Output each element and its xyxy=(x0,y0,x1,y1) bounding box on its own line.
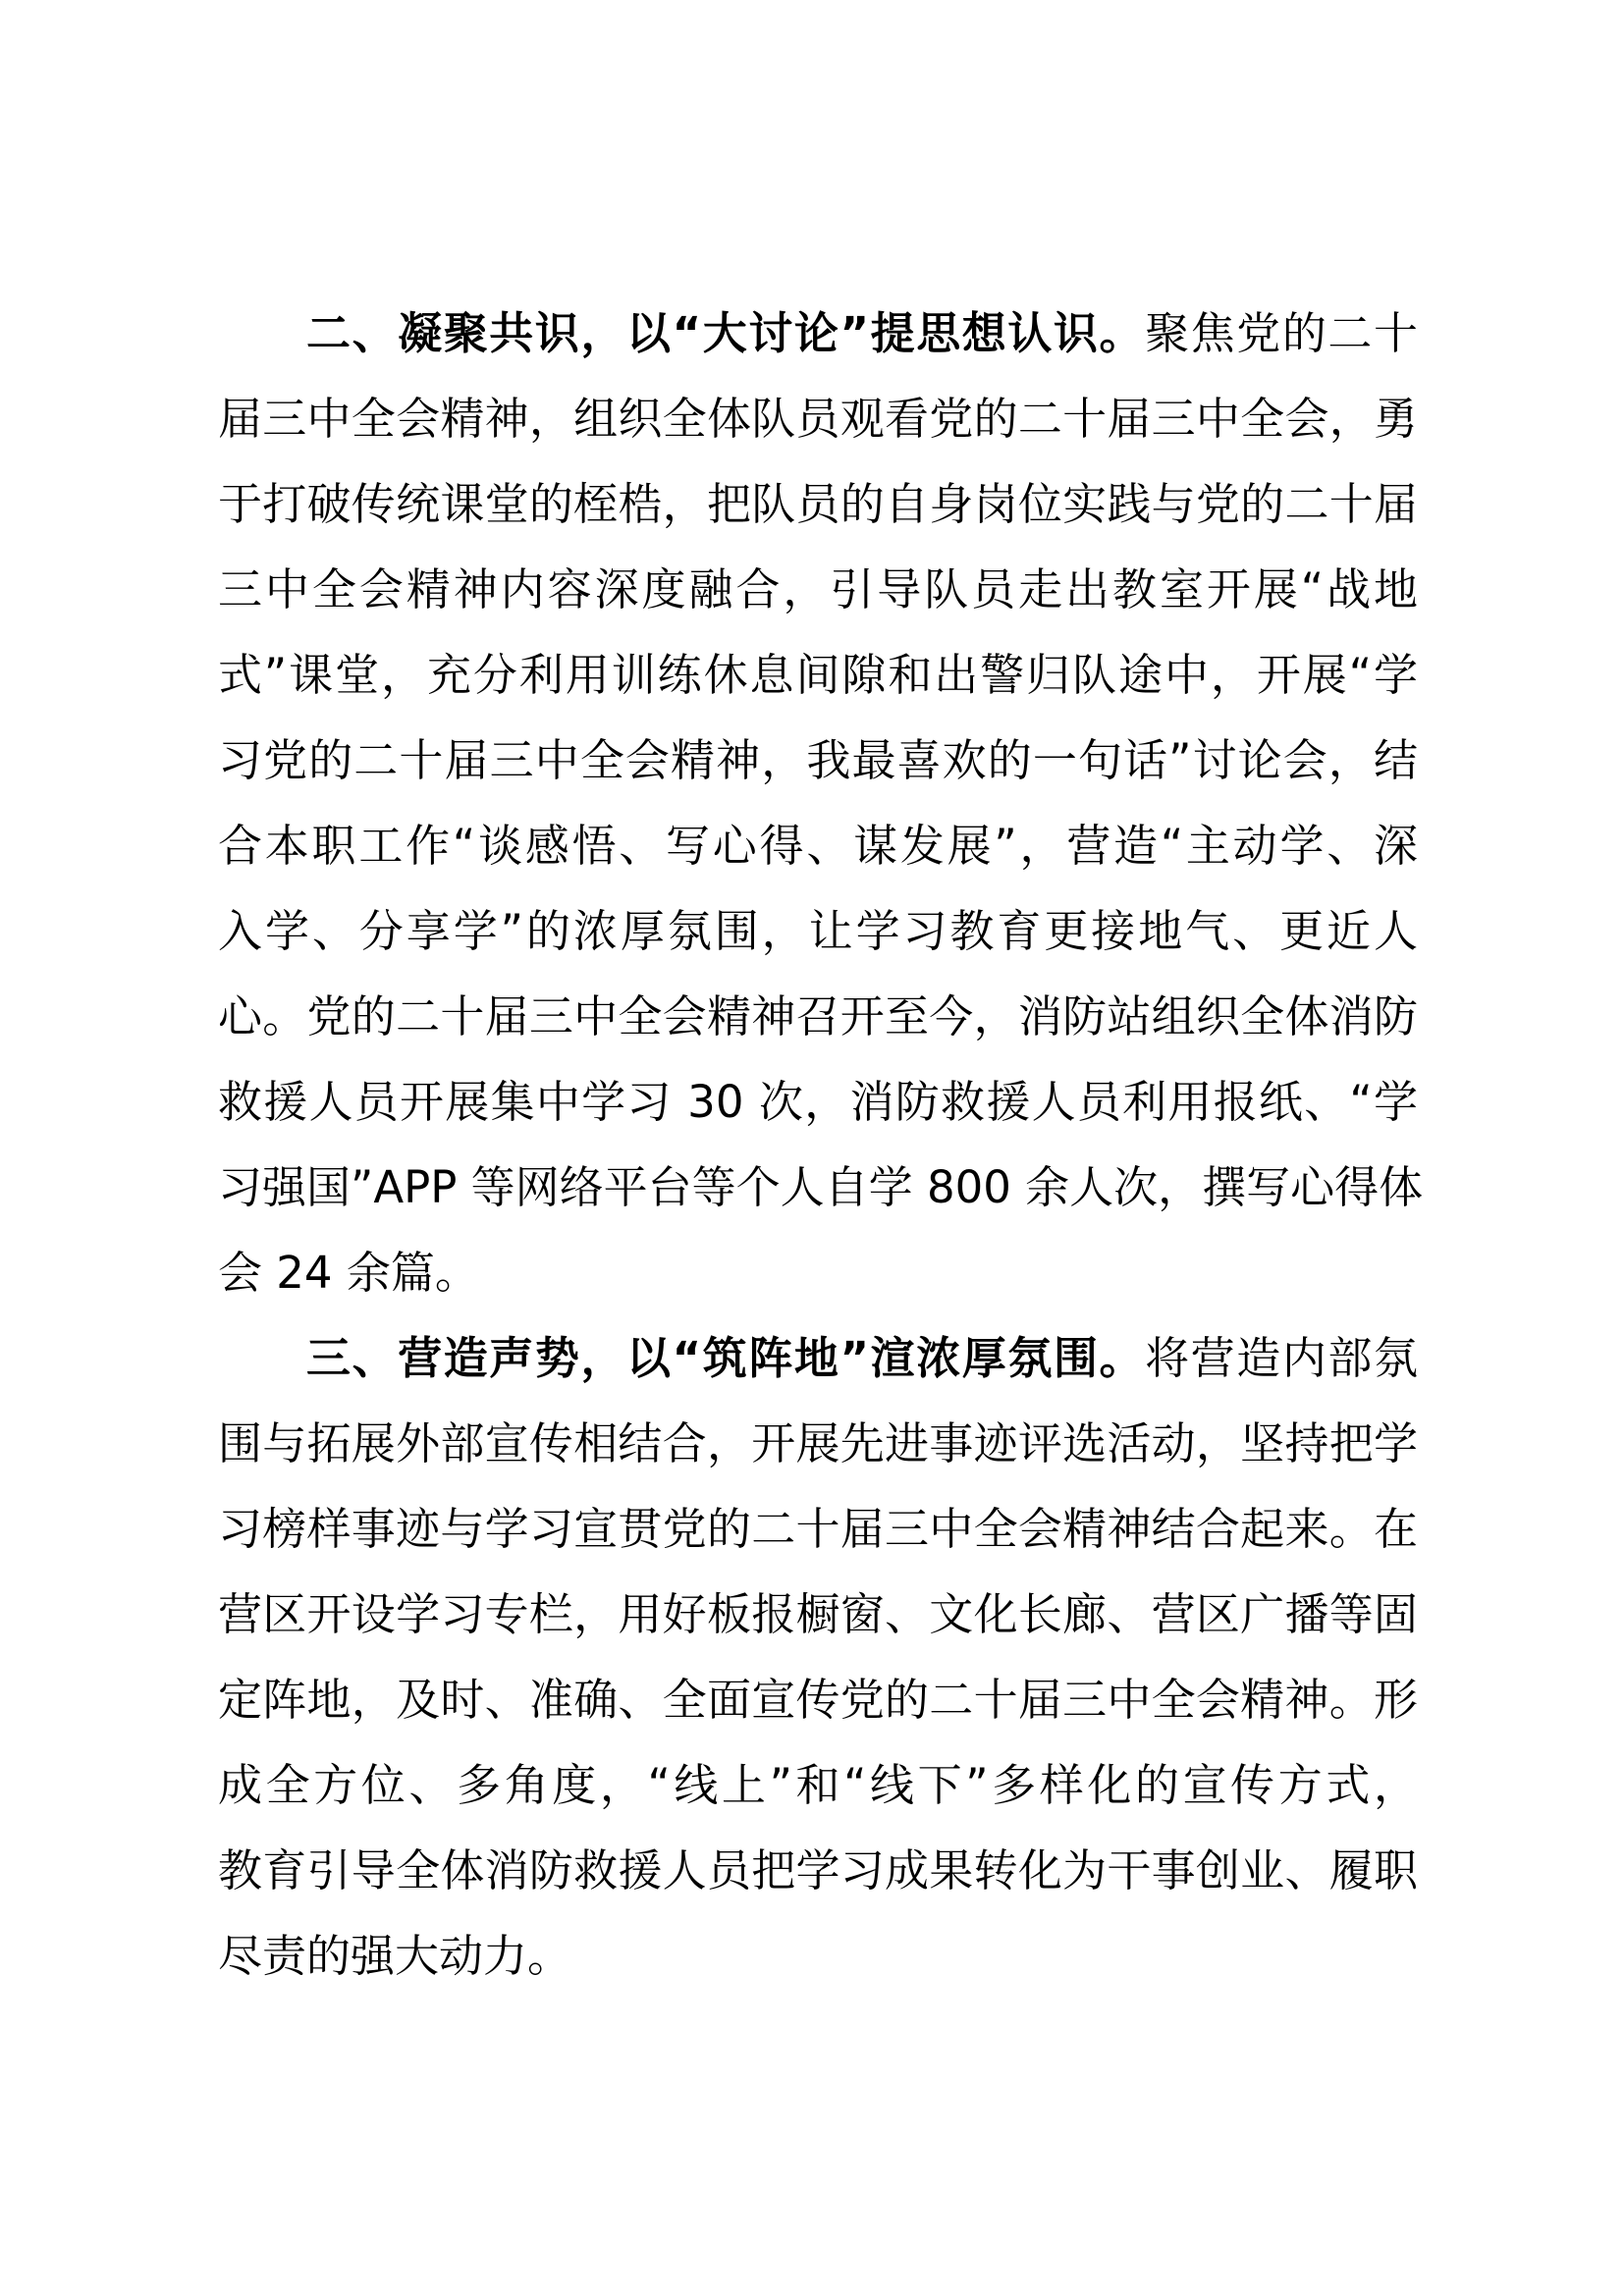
paragraph-2 xyxy=(218,291,1424,1315)
paragraph-line: 习榜样事迹与学习宣贯党的二十届三中全会精神结合起来。在 xyxy=(218,1503,1418,1555)
paragraph-line: 会 24 余篇。 xyxy=(218,1247,479,1299)
paragraph-first-line xyxy=(218,1315,1418,1401)
paragraph-text: 将营造内部氛 xyxy=(1145,1332,1418,1384)
paragraph-line: 合本职工作“谈感悟、写心得、谋发展”，营造“主动学、深 xyxy=(218,820,1418,872)
paragraph-text: 聚焦党的二十 xyxy=(1145,307,1418,359)
paragraph-line: 三中全会精神内容深度融合，引导队员走出教室开展“战地 xyxy=(218,563,1418,615)
paragraph-line: 入学、分享学”的浓厚氛围，让学习教育更接地气、更近人 xyxy=(218,905,1418,957)
paragraph-line: 营区开设学习专栏，用好板报橱窗、文化长廊、营区广播等固 xyxy=(218,1588,1418,1640)
paragraph-line: 于打破传统课堂的桎梏，把队员的自身岗位实践与党的二十届 xyxy=(218,478,1418,530)
paragraph-3 xyxy=(218,1315,1418,1999)
paragraph-line: 成全方位、多角度，“线上”和“线下”多样化的宣传方式， xyxy=(218,1759,1418,1811)
document-page xyxy=(218,291,1424,1999)
paragraph-line: 围与拓展外部宣传相结合，开展先进事迹评选活动，坚持把学 xyxy=(218,1417,1418,1469)
section-heading: 三、营造声势，以“筑阵地”渲浓厚氛围。 xyxy=(306,1332,1146,1384)
paragraph-first-line xyxy=(218,291,1418,376)
paragraph-line: 习强国”APP 等网络平台等个人自学 800 余人次，撰写心得体 xyxy=(218,1161,1424,1213)
paragraph-line: 式”课堂，充分利用训练休息间隙和出警归队途中，开展“学 xyxy=(218,649,1418,701)
paragraph-line: 尽责的强大动力。 xyxy=(218,1930,572,1982)
paragraph-line: 届三中全会精神，组织全体队员观看党的二十届三中全会，勇 xyxy=(218,393,1418,445)
paragraph-line: 救援人员开展集中学习 30 次，消防救援人员利用报纸、“学 xyxy=(218,1076,1418,1128)
paragraph-line: 教育引导全体消防救援人员把学习成果转化为干事创业、履职 xyxy=(218,1844,1418,1896)
paragraph-line: 心。党的二十届三中全会精神召开至今，消防站组织全体消防 xyxy=(218,990,1418,1042)
section-heading: 二、凝聚共识，以“大讨论”提思想认识。 xyxy=(306,307,1146,359)
paragraph-line: 习党的二十届三中全会精神，我最喜欢的一句话”讨论会，结 xyxy=(218,734,1418,786)
paragraph-line: 定阵地，及时、准确、全面宣传党的二十届三中全会精神。形 xyxy=(218,1674,1418,1726)
